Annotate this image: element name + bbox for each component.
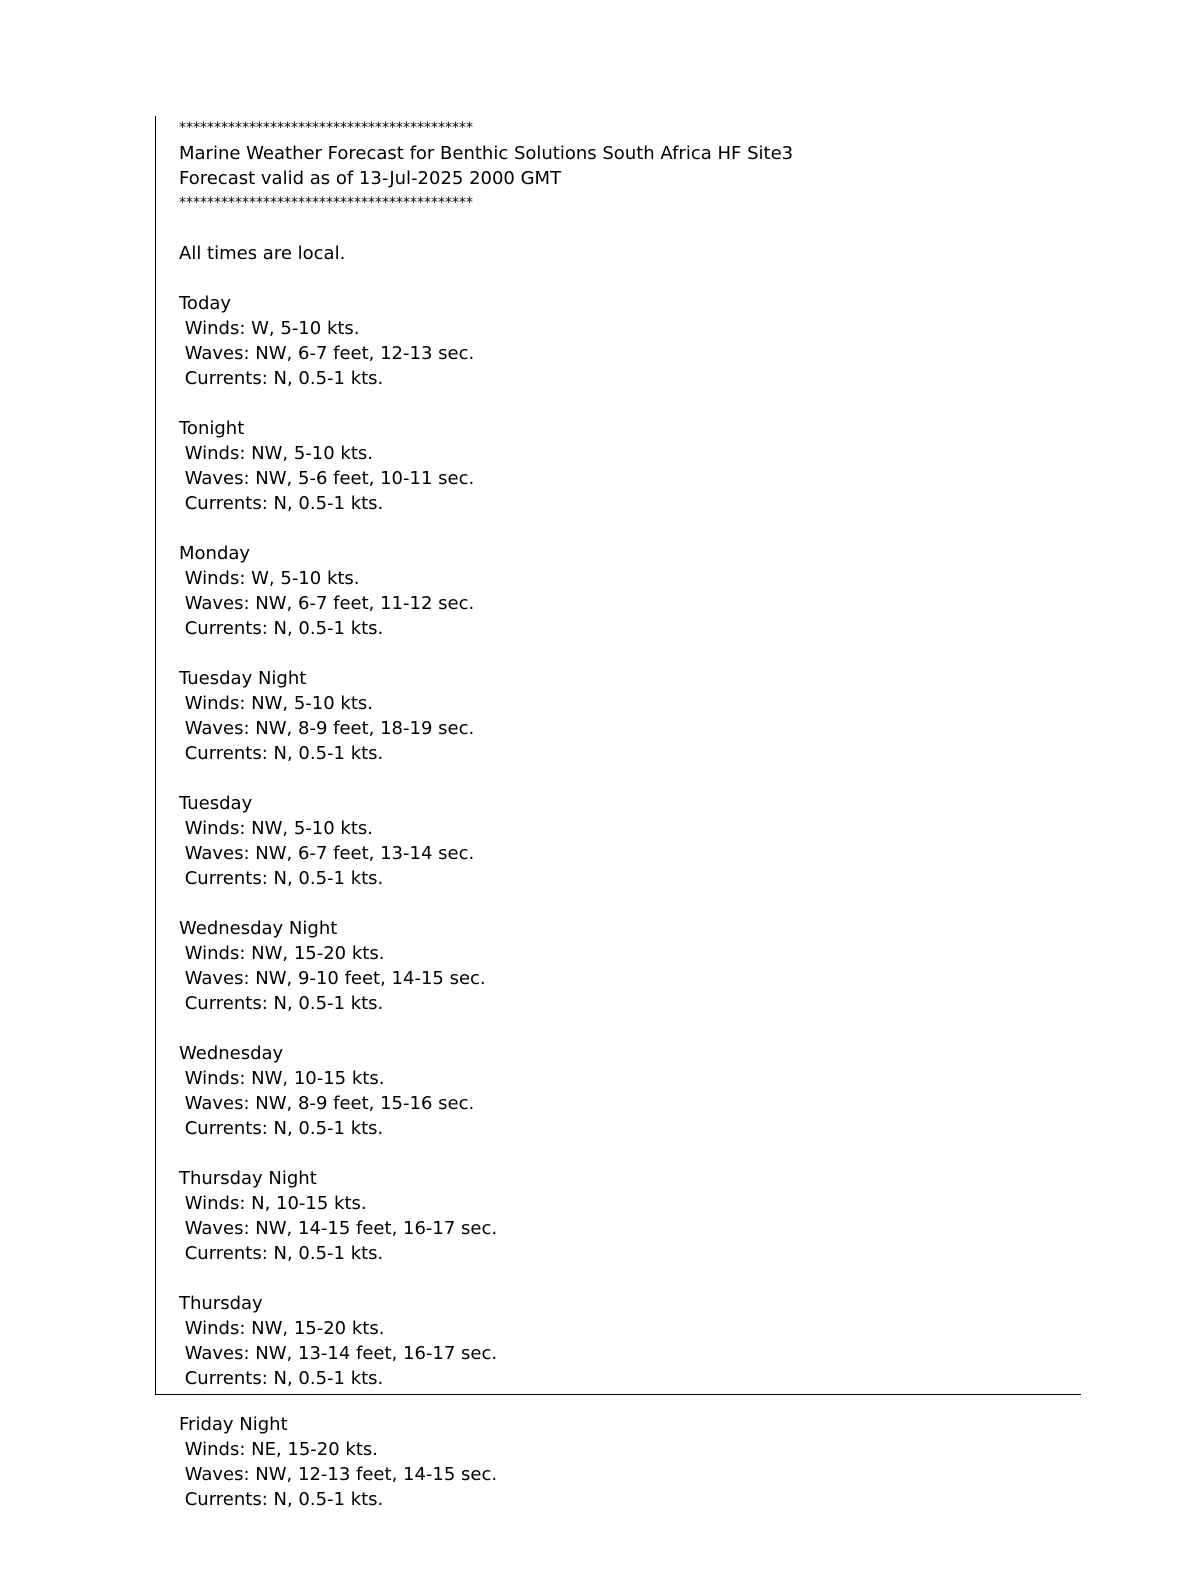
stars-divider-top: ****************************************** bbox=[179, 120, 473, 136]
winds-line: Winds: W, 5-10 kts. bbox=[179, 318, 360, 339]
period-name: Thursday bbox=[179, 1293, 263, 1314]
winds-line: Winds: NW, 15-20 kts. bbox=[179, 1318, 385, 1339]
period-name: Tuesday Night bbox=[179, 668, 307, 689]
waves-line: Waves: NW, 12-13 feet, 14-15 sec. bbox=[179, 1464, 498, 1485]
currents-line: Currents: N, 0.5-1 kts. bbox=[179, 993, 384, 1014]
period-name: Friday Night bbox=[179, 1414, 288, 1435]
waves-line: Waves: NW, 5-6 feet, 10-11 sec. bbox=[179, 468, 475, 489]
period-name: Wednesday Night bbox=[179, 918, 338, 939]
winds-line: Winds: NW, 10-15 kts. bbox=[179, 1068, 385, 1089]
winds-line: Winds: NW, 5-10 kts. bbox=[179, 818, 373, 839]
forecast-period bbox=[179, 641, 793, 766]
period-name: Tonight bbox=[179, 418, 245, 439]
waves-line: Waves: NW, 8-9 feet, 15-16 sec. bbox=[179, 1093, 475, 1114]
currents-line: Currents: N, 0.5-1 kts. bbox=[179, 368, 384, 389]
winds-line: Winds: NE, 15-20 kts. bbox=[179, 1439, 379, 1460]
currents-line: Currents: N, 0.5-1 kts. bbox=[179, 1118, 384, 1139]
currents-line: Currents: N, 0.5-1 kts. bbox=[179, 868, 384, 889]
forecast-period bbox=[179, 891, 793, 1016]
forecast-period bbox=[179, 1016, 793, 1141]
currents-line: Currents: N, 0.5-1 kts. bbox=[179, 1243, 384, 1264]
waves-line: Waves: NW, 9-10 feet, 14-15 sec. bbox=[179, 968, 486, 989]
period-name: Today bbox=[179, 293, 232, 314]
winds-line: Winds: NW, 5-10 kts. bbox=[179, 693, 373, 714]
currents-line: Currents: N, 0.5-1 kts. bbox=[179, 493, 384, 514]
period-name: Wednesday bbox=[179, 1043, 284, 1064]
forecast-period bbox=[179, 266, 793, 391]
times-note: All times are local. bbox=[179, 243, 346, 264]
forecast-periods-overflow bbox=[179, 1412, 497, 1512]
waves-line: Waves: NW, 13-14 feet, 16-17 sec. bbox=[179, 1343, 498, 1364]
waves-line: Waves: NW, 6-7 feet, 13-14 sec. bbox=[179, 843, 475, 864]
forecast-period bbox=[179, 766, 793, 891]
winds-line: Winds: NW, 5-10 kts. bbox=[179, 443, 373, 464]
winds-line: Winds: N, 10-15 kts. bbox=[179, 1193, 367, 1214]
period-name: Tuesday bbox=[179, 793, 253, 814]
forecast-period bbox=[179, 516, 793, 641]
waves-line: Waves: NW, 14-15 feet, 16-17 sec. bbox=[179, 1218, 498, 1239]
forecast-period bbox=[179, 391, 793, 516]
forecast-period bbox=[179, 1141, 793, 1266]
forecast-valid-time: Forecast valid as of 13-Jul-2025 2000 GMT bbox=[179, 168, 562, 189]
period-name: Thursday Night bbox=[179, 1168, 317, 1189]
currents-line: Currents: N, 0.5-1 kts. bbox=[179, 618, 384, 639]
forecast-period bbox=[179, 1266, 793, 1391]
winds-line: Winds: W, 5-10 kts. bbox=[179, 568, 360, 589]
currents-line: Currents: N, 0.5-1 kts. bbox=[179, 1368, 384, 1389]
waves-line: Waves: NW, 6-7 feet, 12-13 sec. bbox=[179, 343, 475, 364]
forecast-periods bbox=[179, 266, 793, 1391]
period-name: Monday bbox=[179, 543, 251, 564]
forecast-period bbox=[179, 1412, 497, 1512]
winds-line: Winds: NW, 15-20 kts. bbox=[179, 943, 385, 964]
forecast-content bbox=[179, 116, 793, 1391]
waves-line: Waves: NW, 8-9 feet, 18-19 sec. bbox=[179, 718, 475, 739]
forecast-title: Marine Weather Forecast for Benthic Solutions South Africa HF Site3 bbox=[179, 143, 794, 164]
currents-line: Currents: N, 0.5-1 kts. bbox=[179, 1489, 384, 1510]
waves-line: Waves: NW, 6-7 feet, 11-12 sec. bbox=[179, 593, 475, 614]
stars-divider-bottom: ****************************************** bbox=[179, 195, 473, 211]
currents-line: Currents: N, 0.5-1 kts. bbox=[179, 743, 384, 764]
